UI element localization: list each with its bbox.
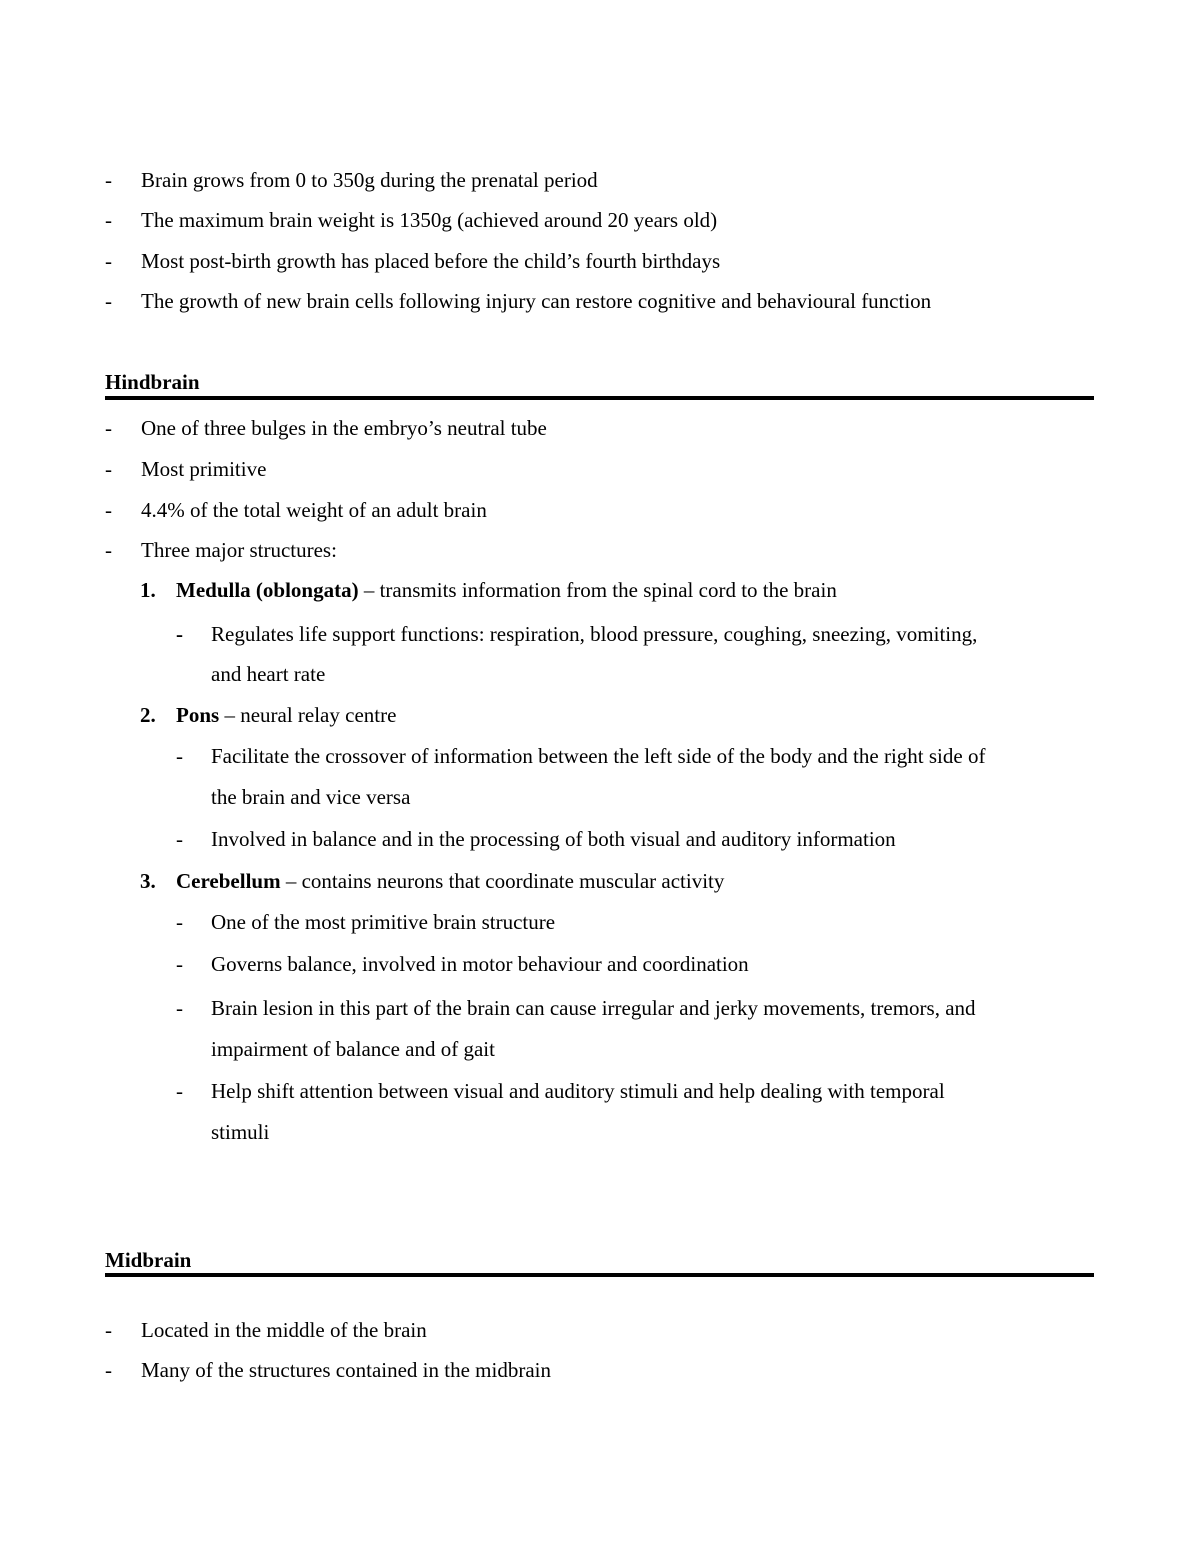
structure-term: Cerebellum — [176, 869, 281, 893]
structure-item-medulla — [176, 577, 837, 603]
intro-bullet: The growth of new brain cells following injury can restore cognitive and behavioural function — [141, 289, 932, 313]
heading-rule — [105, 396, 1094, 400]
bullet-dash: - — [105, 416, 112, 440]
bullet-dash: - — [176, 827, 183, 851]
sub-bullet-continuation: impairment of balance and of gait — [211, 1037, 495, 1061]
list-number: 1. — [140, 578, 156, 602]
sub-bullet-continuation: the brain and vice versa — [211, 785, 411, 809]
intro-bullet: Brain grows from 0 to 350g during the prenatal period — [141, 168, 598, 192]
hindbrain-bullet: Most primitive — [141, 457, 267, 481]
sub-bullet: Brain lesion in this part of the brain can cause irregular and jerky movements, tremors, and — [211, 996, 976, 1020]
hindbrain-bullet: Three major structures: — [141, 538, 337, 562]
structure-desc: – neural relay centre — [219, 703, 397, 727]
sub-bullet: One of the most primitive brain structure — [211, 910, 556, 934]
heading-rule — [105, 1273, 1094, 1277]
hindbrain-bullet: One of three bulges in the embryo’s neutral tube — [141, 416, 547, 440]
bullet-dash: - — [176, 622, 183, 646]
sub-bullet: Governs balance, involved in motor behaviour and coordination — [211, 952, 749, 976]
bullet-dash: - — [105, 498, 112, 522]
section-heading-midbrain: Midbrain — [105, 1248, 192, 1272]
list-number: 3. — [140, 869, 156, 893]
sub-bullet: Facilitate the crossover of information between the left side of the body and the right side of — [211, 744, 986, 768]
sub-bullet: Help shift attention between visual and auditory stimuli and help dealing with temporal — [211, 1079, 945, 1103]
bullet-dash: - — [105, 208, 112, 232]
midbrain-bullet: Many of the structures contained in the midbrain — [141, 1358, 551, 1382]
structure-desc: – transmits information from the spinal cord to the brain — [358, 578, 837, 602]
structure-item-pons — [176, 702, 396, 728]
bullet-dash: - — [176, 910, 183, 934]
intro-bullet: Most post-birth growth has placed before the child’s fourth birthdays — [141, 249, 721, 273]
bullet-dash: - — [176, 744, 183, 768]
section-heading-hindbrain: Hindbrain — [105, 370, 200, 394]
sub-bullet-continuation: and heart rate — [211, 662, 326, 686]
bullet-dash: - — [105, 249, 112, 273]
bullet-dash: - — [105, 1358, 112, 1382]
list-number: 2. — [140, 703, 156, 727]
structure-desc: – contains neurons that coordinate muscular activity — [280, 869, 725, 893]
sub-bullet-continuation: stimuli — [211, 1120, 270, 1144]
structure-item-cerebellum — [176, 868, 724, 894]
bullet-dash: - — [105, 1318, 112, 1342]
bullet-dash: - — [176, 952, 183, 976]
structure-term: Pons — [176, 703, 220, 727]
bullet-dash: - — [105, 538, 112, 562]
bullet-dash: - — [105, 457, 112, 481]
sub-bullet: Regulates life support functions: respiration, blood pressure, coughing, sneezing, vomiting, — [211, 622, 978, 646]
intro-bullet: The maximum brain weight is 1350g (achieved around 20 years old) — [141, 208, 718, 232]
midbrain-bullet: Located in the middle of the brain — [141, 1318, 427, 1342]
bullet-dash: - — [105, 289, 112, 313]
bullet-dash: - — [176, 1079, 183, 1103]
bullet-dash: - — [105, 168, 112, 192]
structure-term: Medulla (oblongata) — [176, 578, 359, 602]
hindbrain-bullet: 4.4% of the total weight of an adult brain — [141, 498, 487, 522]
sub-bullet: Involved in balance and in the processing of both visual and auditory information — [211, 827, 896, 851]
bullet-dash: - — [176, 996, 183, 1020]
